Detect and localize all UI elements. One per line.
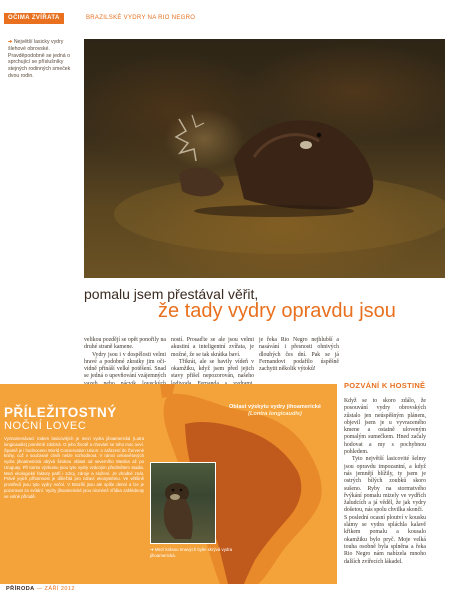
- box-title-1: PŘÍLEŽITOSTNÝ: [4, 405, 117, 420]
- photo-caption-text: Největší lasicky vydry šlehové obrovské. Pravděpodobně se jedná o sprchující se příslušníky stejných rodinných smeček dvou rodin.: [8, 39, 71, 79]
- issue-date: — ZÁŘÍ 2012: [36, 586, 75, 592]
- subhead-invitation: POZVÁNÍ K HOSTINĚ: [344, 381, 426, 390]
- otter-inset-illustration: [151, 463, 215, 543]
- article-column-4: [344, 398, 426, 566]
- paragraph: S poslední ocasní ploutví v kousku slámy se vydra spláchla kalavě křikem pomalu a kousalo okamžiku bylo pryč. Moje velká touha osobně byla splněna a řeka Rio Negro nám nabízela mnoho dalších zvířecích lákadel.: [344, 514, 426, 565]
- sidebar-box-lontra: [0, 384, 337, 584]
- article-column-3: [259, 337, 339, 373]
- paragraph: velikou pozdějí se opět ponořily na druhé straně kamene.: [84, 337, 166, 351]
- map-label: [229, 404, 321, 418]
- map-label-latin: (Lontra longicaudis): [248, 411, 302, 417]
- magazine-name: PŘÍRODA: [6, 586, 35, 592]
- box-title-2: NOČNÍ LOVEC: [4, 420, 87, 432]
- page-footer: [6, 586, 75, 592]
- inset-photo-otter: [150, 462, 216, 544]
- headline-line-2: že tady vydry opravdu jsou: [158, 300, 396, 322]
- paragraph: ností. Prosaďte se ale jsou velmi akustiní a inteligentní zvířata, je možné, že se tak skrátka baví.: [171, 337, 254, 358]
- paragraph: Když se to skoro zdálo, že posouvání vydry obrovských zůstalo jen neúspěšným plánem, objevil jsem je u vyvraceného kmene a ostatně uloveným pomalým sumečkem. Hned začaly hodovat a my s pochybnou pohledem.: [344, 398, 426, 456]
- paragraph: Tyto největší lasicovité šelmy jsou opravdu impozantní, a když nás jemnějí blížily, ty jsem je ostrých bílých zoubků skoro sušeno. Ryby na stormstvého řvýkání pomalu mizely ve vydřích žaludcích a já věděl, že jak vydry došetou, nás spolu chvilka skončí.: [344, 456, 426, 514]
- headline-line-1: pomalu jsem přestával věřit,: [84, 286, 259, 302]
- inset-caption: ➔ Mezi krásou tmavých bylin skrývá vydra jihoamerická.: [150, 547, 233, 558]
- paragraph: Třikrát, ale se bavily vídeň v okamžiku, když jsem před jejich stavy přišel nepozorován, našeho: [171, 358, 254, 380]
- paragraph: Vydry jsou i v dospělosti velmi hravé a podobné zkratky jim oči-vidně přináší velké potěšení. Snad se jedná o upevňování vzájemných: [84, 351, 166, 380]
- page-header: [4, 13, 462, 25]
- map-label-text: Oblast výskytu vydry jihoamerické: [229, 404, 322, 410]
- photo-caption: [8, 39, 72, 80]
- rubric-label: BRAZILSKÉ VYDRY NA RIO NEGRO: [86, 15, 196, 21]
- arrow-icon: ➔: [8, 39, 13, 45]
- box-body-text: Vyznamenávací rodem lasicovitých je mezi vydra jihoamerická (Lutra longicaudis) poměrně zdobná. O jeho životě a chování se toho moc neví. Špatně je i hodnoceno World Conservation Union: o zařazení do Červené knihy, což v současné chvíli nelze rozhodnout. V rámci celosvětových vydra jihoamerická obývá širokou oblast od severního Mexika až po Uruguay. Při tomto výzkumu jsou tyto vydry vzácným předmětem studia. Mezi ekologické faktory patří i zdroj, zdroje a složení. Je vhodné znát. Právě jejich přítomnost je důležitá pro zdraví ekosystému. Ve většině prostředí jsou tyto vydry noční. V Brazílii jsou ale spíše denní a lze je pozorovat za svítání. Vydry jihoamerické jsou nicméně zřídka zahlédnuty ve volné přírodě.: [4, 436, 144, 499]
- otter-illustration: [84, 39, 445, 278]
- hero-photo-otters: [84, 39, 445, 278]
- section-label: OČIMA ZVÍŘATA: [4, 13, 64, 24]
- paragraph: je řeka Rio Negro nejhlubší a nasávání i přesnosti ohnivých dlouhých čes dní. Pak se já Fernandovi podařilo úspěšně zachytit několik výtoků!: [259, 337, 339, 373]
